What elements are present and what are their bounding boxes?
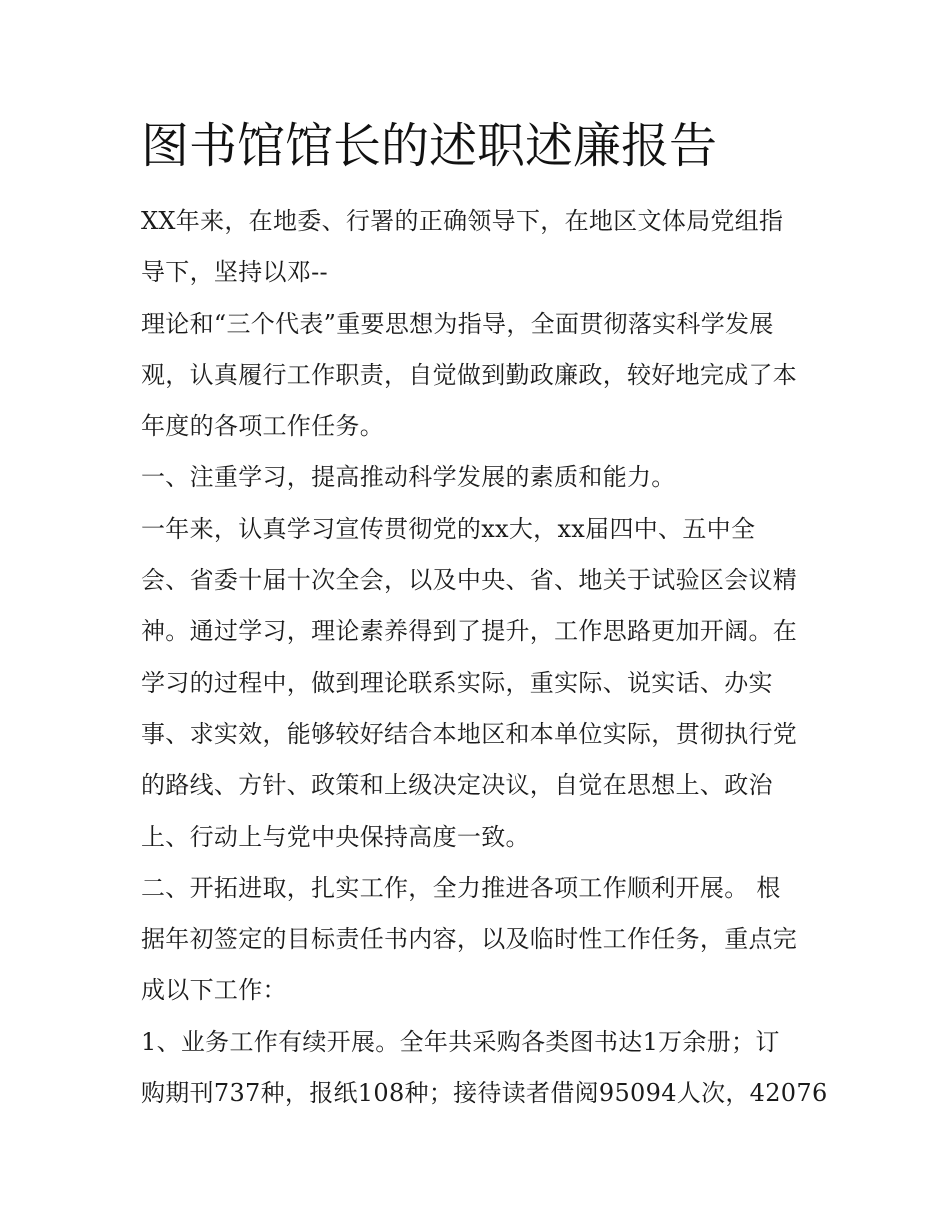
body-line: 成以下工作： xyxy=(141,976,287,1005)
body-line: 事、求实效，能够较好结合本地区和本单位实际，贯彻执行党 xyxy=(141,719,798,748)
document-title: 图书馆馆长的述职述廉报告 xyxy=(141,118,718,174)
body-line: 会、省委十届十次全会，以及中央、省、地关于试验区会议精 xyxy=(141,566,798,595)
body-line: 观，认真履行工作职责，自觉做到勤政廉政，较好地完成了本 xyxy=(141,360,798,389)
body-line: 学习的过程中，做到理论联系实际，重实际、说实话、办实 xyxy=(141,668,773,697)
body-line: 的路线、方针、政策和上级决定决议，自觉在思想上、政治 xyxy=(141,771,773,800)
body-line: 一年来，认真学习宣传贯彻党的xx大，xx届四中、五中全 xyxy=(141,514,756,543)
body-line: 1、业务工作有续开展。全年共采购各类图书达1万余册；订 xyxy=(141,1027,780,1056)
body-line: 上、行动上与党中央保持高度一致。 xyxy=(141,822,530,851)
body-line: 理论和“三个代表”重要思想为指导，全面贯彻落实科学发展 xyxy=(141,309,774,338)
body-line: 年度的各项工作任务。 xyxy=(141,412,384,441)
body-line: 据年初签定的目标责任书内容，以及临时性工作任务，重点完 xyxy=(141,925,798,954)
body-line: 导下，坚持以邓-- xyxy=(141,258,328,287)
body-line: XX年来，在地委、行署的正确领导下，在地区文体局党组指 xyxy=(141,207,784,235)
body-line: 神。通过学习，理论素养得到了提升，工作思路更加开阔。在 xyxy=(141,617,798,646)
section-heading-1: 一、注重学习，提高推动科学发展的素质和能力。 xyxy=(141,463,676,492)
section-heading-2: 二、开拓进取，扎实工作，全力推进各项工作顺利开展。 根 xyxy=(141,873,781,902)
body-line: 购期刊737种，报纸108种；接待读者借阅95094人次，42076 xyxy=(141,1079,828,1108)
document-body xyxy=(141,196,828,1119)
